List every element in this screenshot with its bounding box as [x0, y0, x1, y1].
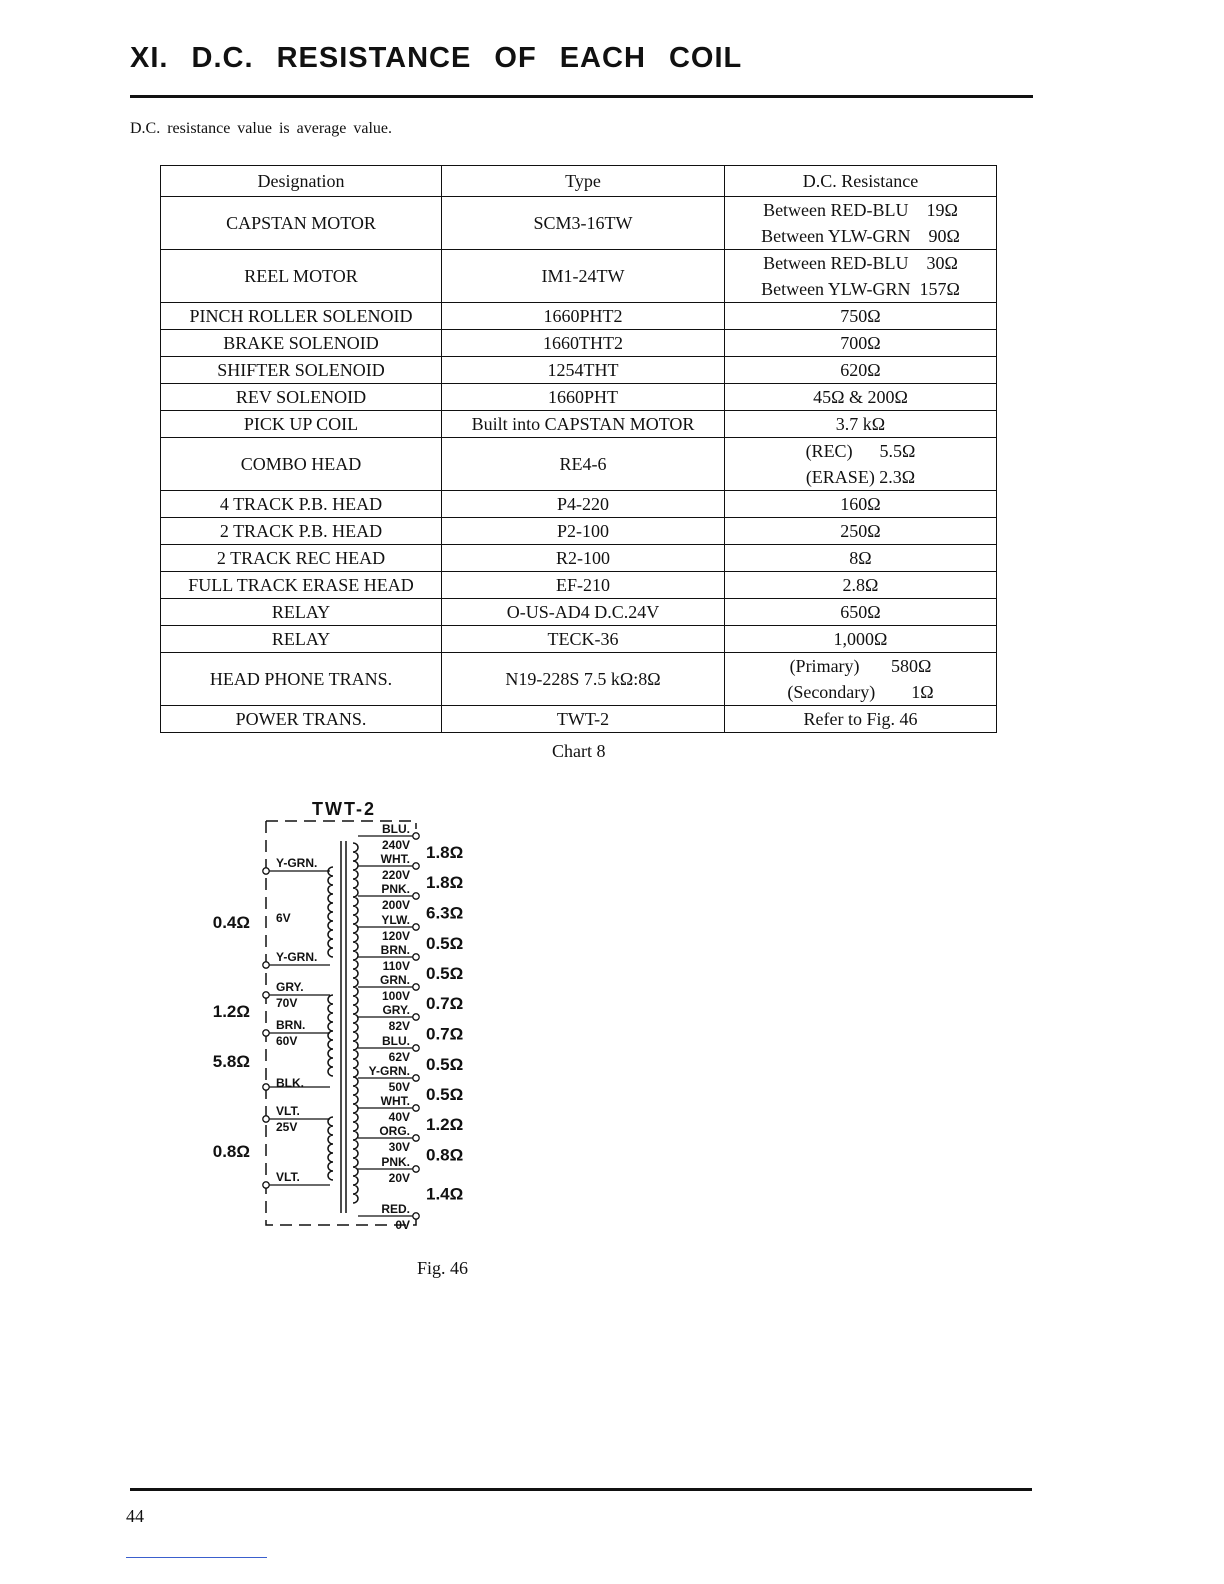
- header-type: Type: [442, 166, 725, 197]
- table-row: [161, 572, 997, 599]
- table-row: [161, 438, 997, 491]
- cell-designation: CAPSTAN MOTOR: [161, 197, 442, 250]
- secondary-color-label: Y-GRN.: [276, 950, 318, 964]
- tap-voltage-label: 40V: [388, 1110, 410, 1124]
- header-designation: Designation: [161, 166, 442, 197]
- tap-terminal: [413, 1045, 419, 1051]
- tap-terminal: [413, 833, 419, 839]
- primary-tap-labels: [358, 822, 463, 1232]
- tap-color-label: PNK.: [381, 882, 410, 896]
- cell-designation: 2 TRACK P.B. HEAD: [161, 518, 442, 545]
- table-row: [161, 626, 997, 653]
- tap-voltage-label: 220V: [381, 868, 410, 882]
- cell-resistance: [725, 599, 997, 626]
- cell-resistance: [725, 330, 997, 357]
- secondary-resistance-label: 5.8Ω: [212, 1052, 250, 1071]
- tap-voltage-label: 100V: [381, 989, 410, 1003]
- resistance-value: 250Ω: [840, 521, 881, 541]
- tap-terminal: [413, 1014, 419, 1020]
- tap-voltage-label: 50V: [388, 1080, 410, 1094]
- primary-resistance-label: 0.5Ω: [426, 934, 464, 953]
- table-row: [161, 411, 997, 438]
- cell-designation: COMBO HEAD: [161, 438, 442, 491]
- secondary-labels: [213, 856, 330, 1188]
- cell-designation: FULL TRACK ERASE HEAD: [161, 572, 442, 599]
- secondary-voltage-label: 70V: [276, 996, 298, 1010]
- secondary-color-label: BRN.: [276, 1018, 306, 1032]
- cell-type: RE4-6: [442, 438, 725, 491]
- tap-color-label: WHT.: [380, 1094, 410, 1108]
- table-row: [161, 250, 997, 303]
- cell-type: N19-228S 7.5 kΩ:8Ω: [442, 653, 725, 706]
- primary-resistance-label: 1.2Ω: [426, 1115, 464, 1134]
- cell-type: EF-210: [442, 572, 725, 599]
- cell-resistance: [725, 197, 997, 250]
- secondary-color-label: BLK.: [276, 1076, 304, 1090]
- cell-resistance: [725, 438, 997, 491]
- bottom-rule: [130, 1488, 1032, 1491]
- tap-color-label: YLW.: [381, 913, 410, 927]
- tap-voltage-label: 240V: [381, 838, 410, 852]
- secondary-resistance-label: 0.4Ω: [212, 913, 250, 932]
- primary-resistance-label: 0.7Ω: [426, 994, 464, 1013]
- secondary-terminal: [263, 992, 269, 998]
- resistance-value: 650Ω: [840, 602, 881, 622]
- tap-color-label: BLU.: [382, 822, 410, 836]
- secondary-terminal: [263, 1116, 269, 1122]
- tap-terminal: [413, 1135, 419, 1141]
- secondary-resistance-label: 1.2Ω: [212, 1002, 250, 1021]
- secondary-terminal: [263, 868, 269, 874]
- tap-terminal: [413, 984, 419, 990]
- cell-type: 1254THT: [442, 357, 725, 384]
- coil-resistance-table: [160, 165, 997, 733]
- cell-resistance: [725, 357, 997, 384]
- table-row: [161, 545, 997, 572]
- tap-terminal: [413, 1075, 419, 1081]
- tap-terminal: [413, 1166, 419, 1172]
- cell-resistance: [725, 653, 997, 706]
- secondary-color-label: VLT.: [276, 1170, 300, 1184]
- secondary-terminal: [263, 1030, 269, 1036]
- table-row: [161, 706, 997, 733]
- primary-resistance-label: 1.4Ω: [426, 1184, 464, 1204]
- cell-resistance: [725, 518, 997, 545]
- cell-type: TWT-2: [442, 706, 725, 733]
- cell-designation: 4 TRACK P.B. HEAD: [161, 491, 442, 518]
- tap-terminal: [413, 1105, 419, 1111]
- table-row: [161, 303, 997, 330]
- coil-winding: [328, 995, 333, 1076]
- intro-note: D.C. resistance value is average value.: [130, 120, 393, 137]
- tap-color-label: Y-GRN.: [368, 1064, 410, 1078]
- cell-designation: RELAY: [161, 599, 442, 626]
- cell-designation: PINCH ROLLER SOLENOID: [161, 303, 442, 330]
- header-resistance: D.C. Resistance: [725, 166, 997, 197]
- primary-resistance-label: 0.5Ω: [426, 1055, 464, 1074]
- tap-voltage-label: 82V: [388, 1019, 410, 1033]
- resistance-value: Between YLW-GRN 157Ω: [761, 279, 960, 299]
- table-row: [161, 197, 997, 250]
- secondary-color-label: VLT.: [276, 1104, 300, 1118]
- tap-color-label: WHT.: [380, 852, 410, 866]
- chart-caption: Chart 8: [552, 741, 606, 761]
- tap-voltage-label: 120V: [381, 929, 410, 943]
- coil-winding: [328, 867, 333, 957]
- cell-designation: PICK UP COIL: [161, 411, 442, 438]
- cell-type: 1660THT2: [442, 330, 725, 357]
- primary-resistance-label: 6.3Ω: [426, 903, 464, 923]
- tap-terminal: [413, 924, 419, 930]
- secondary-winding: [328, 867, 333, 1180]
- resistance-value: 620Ω: [840, 360, 881, 380]
- cell-resistance: [725, 250, 997, 303]
- resistance-value: Between RED-BLU 30Ω: [763, 253, 958, 273]
- table-row: [161, 518, 997, 545]
- tap-terminal: [413, 954, 419, 960]
- cell-designation: HEAD PHONE TRANS.: [161, 653, 442, 706]
- resistance-value: Refer to Fig. 46: [803, 709, 918, 729]
- page-number: 44: [126, 1506, 144, 1526]
- primary-resistance-label: 0.7Ω: [426, 1024, 464, 1044]
- secondary-color-label: Y-GRN.: [276, 856, 318, 870]
- cell-resistance: [725, 706, 997, 733]
- resistance-value: (REC) 5.5Ω: [805, 441, 916, 461]
- cell-type: P4-220: [442, 491, 725, 518]
- page-title: XI. D.C. RESISTANCE OF EACH COIL: [130, 42, 743, 74]
- cell-type: TECK-36: [442, 626, 725, 653]
- cell-resistance: [725, 384, 997, 411]
- tap-color-label: GRN.: [380, 973, 410, 987]
- primary-resistance-label: 1.8Ω: [426, 873, 464, 892]
- cell-resistance: [725, 572, 997, 599]
- resistance-value: 3.7 kΩ: [835, 414, 886, 434]
- resistance-value: 700Ω: [840, 333, 881, 353]
- resistance-value: 45Ω & 200Ω: [813, 387, 908, 407]
- cell-designation: REV SOLENOID: [161, 384, 442, 411]
- tap-color-label: RED.: [381, 1202, 410, 1216]
- primary-resistance-label: 1.8Ω: [426, 843, 464, 862]
- cell-designation: REEL MOTOR: [161, 250, 442, 303]
- cell-resistance: [725, 491, 997, 518]
- resistance-value: (Secondary) 1Ω: [787, 682, 934, 702]
- tap-color-label: BRN.: [380, 943, 410, 957]
- table-row: [161, 384, 997, 411]
- cell-resistance: [725, 411, 997, 438]
- table-header-row: [161, 166, 997, 197]
- resistance-value: 160Ω: [840, 494, 881, 514]
- secondary-terminal: [263, 1182, 269, 1188]
- table-row: [161, 491, 997, 518]
- transformer-diagram: [200, 795, 500, 1240]
- resistance-value: Between RED-BLU 19Ω: [763, 200, 958, 220]
- cell-designation: RELAY: [161, 626, 442, 653]
- primary-resistance-label: 0.8Ω: [426, 1145, 464, 1165]
- secondary-terminal: [263, 1084, 269, 1090]
- resistance-value: 2.8Ω: [842, 575, 879, 595]
- primary-resistance-label: 0.5Ω: [426, 964, 464, 983]
- cell-designation: POWER TRANS.: [161, 706, 442, 733]
- secondary-terminal: [263, 962, 269, 968]
- cell-type: 1660PHT2: [442, 303, 725, 330]
- resistance-value: Between YLW-GRN 90Ω: [761, 226, 960, 246]
- cell-type: R2-100: [442, 545, 725, 572]
- table-row: [161, 357, 997, 384]
- coil-winding: [328, 1117, 333, 1180]
- footer-link-line: [126, 1557, 267, 1558]
- tap-terminal: [413, 893, 419, 899]
- table-body: [161, 197, 997, 733]
- table-row: [161, 599, 997, 626]
- resistance-value: 1,000Ω: [833, 629, 888, 649]
- top-rule: [130, 95, 1033, 98]
- primary-resistance-label: 0.5Ω: [426, 1085, 464, 1104]
- cell-type: O-US-AD4 D.C.24V: [442, 599, 725, 626]
- tap-color-label: PNK.: [381, 1155, 410, 1169]
- cell-type: P2-100: [442, 518, 725, 545]
- cell-resistance: [725, 626, 997, 653]
- transformer-name: TWT-2: [312, 799, 376, 819]
- cell-type: 1660PHT: [442, 384, 725, 411]
- secondary-voltage-label: 6V: [276, 911, 291, 925]
- tap-terminal: [413, 863, 419, 869]
- table-row: [161, 330, 997, 357]
- cell-type: IM1-24TW: [442, 250, 725, 303]
- cell-type: Built into CAPSTAN MOTOR: [442, 411, 725, 438]
- primary-winding: [353, 843, 358, 1203]
- secondary-voltage-label: 25V: [276, 1120, 298, 1134]
- tap-voltage-label: 30V: [388, 1140, 410, 1154]
- secondary-resistance-label: 0.8Ω: [212, 1142, 250, 1161]
- resistance-value: 750Ω: [840, 306, 881, 326]
- cell-resistance: [725, 303, 997, 330]
- cell-designation: BRAKE SOLENOID: [161, 330, 442, 357]
- resistance-value: 8Ω: [849, 548, 872, 568]
- resistance-value: (Primary) 580Ω: [789, 656, 932, 676]
- resistance-value: (ERASE) 2.3Ω: [805, 467, 916, 487]
- tap-terminal: [413, 1213, 419, 1219]
- cell-designation: SHIFTER SOLENOID: [161, 357, 442, 384]
- table-row: [161, 653, 997, 706]
- tap-voltage-label: 200V: [381, 898, 410, 912]
- secondary-color-label: GRY.: [276, 980, 304, 994]
- tap-voltage-label: 20V: [388, 1171, 410, 1185]
- tap-color-label: ORG.: [379, 1124, 410, 1138]
- tap-voltage-label: 0V: [395, 1218, 410, 1232]
- cell-resistance: [725, 545, 997, 572]
- coil-winding: [353, 843, 358, 1203]
- cell-designation: 2 TRACK REC HEAD: [161, 545, 442, 572]
- tap-color-label: GRY.: [382, 1003, 410, 1017]
- tap-color-label: BLU.: [382, 1034, 410, 1048]
- tap-voltage-label: 62V: [388, 1050, 410, 1064]
- secondary-voltage-label: 60V: [276, 1034, 298, 1048]
- tap-voltage-label: 110V: [382, 959, 410, 973]
- cell-type: SCM3-16TW: [442, 197, 725, 250]
- figure-caption: Fig. 46: [417, 1258, 469, 1278]
